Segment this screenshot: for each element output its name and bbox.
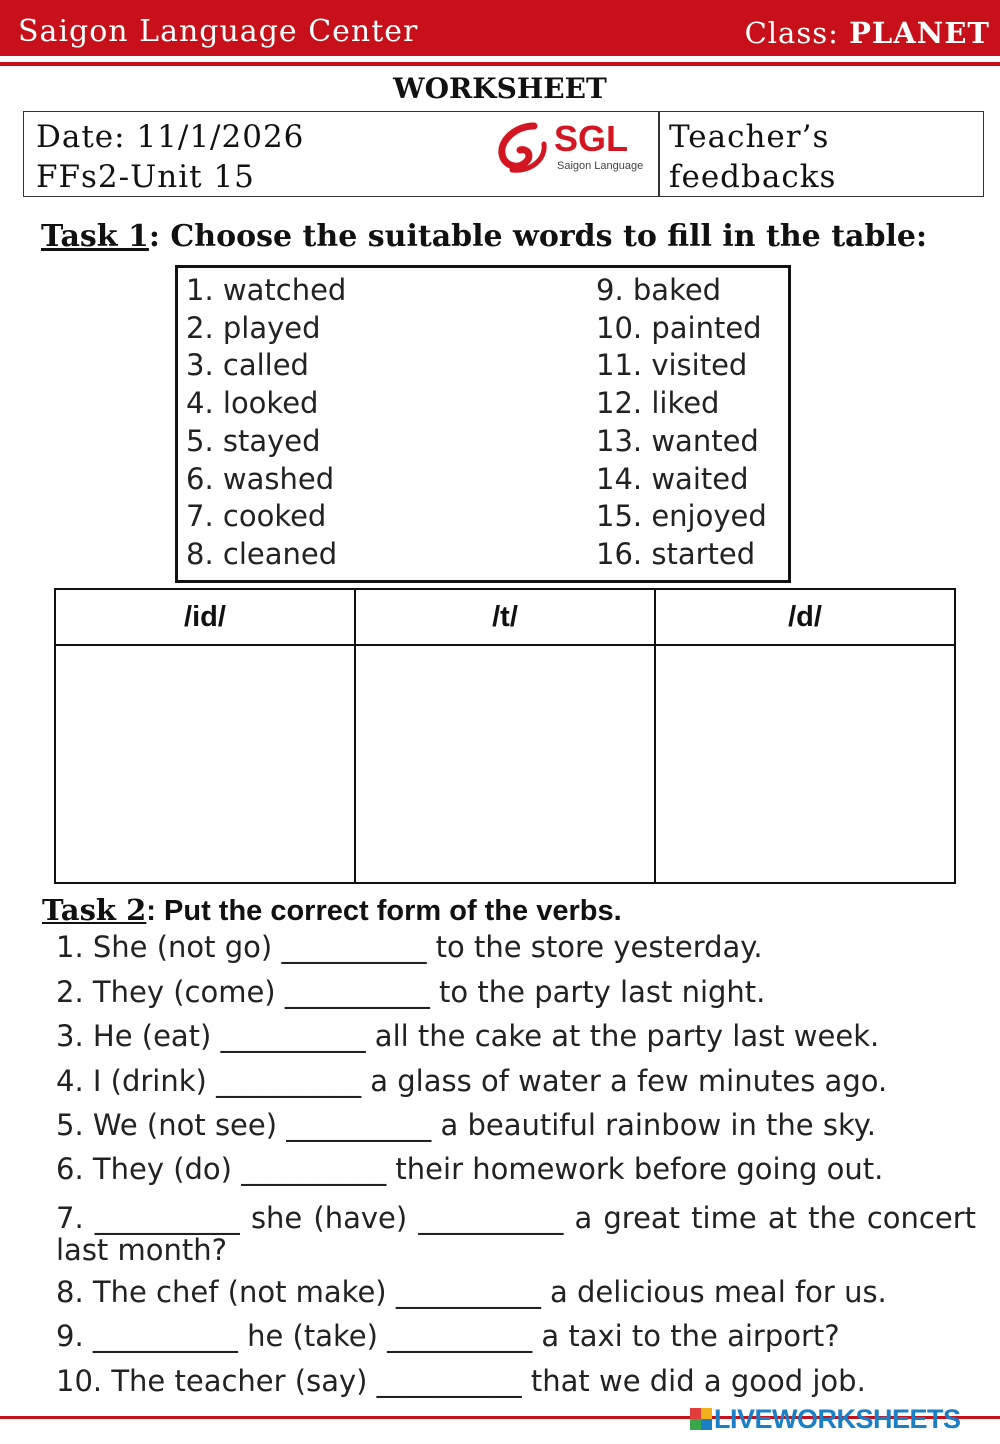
word-list-right <box>596 272 767 574</box>
word-item: 9. baked <box>596 273 722 307</box>
liveworksheets-logo-icon <box>690 1408 712 1430</box>
class-info <box>745 16 990 50</box>
liveworksheets-watermark <box>690 1404 961 1440</box>
exercise-item: 1. She (not go) __________ to the store yesterday. <box>56 930 763 964</box>
sgl-swirl-icon <box>494 120 552 176</box>
task1-label: Task 1 <box>41 219 149 254</box>
answer-cell-d[interactable] <box>655 645 955 883</box>
word-item: 10. painted <box>596 310 762 345</box>
task1-heading <box>41 219 927 254</box>
logo-subtitle: Saigon Language <box>557 160 644 172</box>
info-left <box>36 117 304 197</box>
word-item: 1. watched <box>186 273 347 307</box>
sound-table <box>54 588 956 884</box>
task1-instruction: : Choose the suitable words to fill in the table: <box>148 219 928 254</box>
exercise-item: 7. __________ she (have) __________ a great time at the concert last month? <box>56 1201 976 1267</box>
exercise-item: 3. He (eat) __________ all the cake at the party last week. <box>56 1019 880 1053</box>
exercise-item: 10. The teacher (say) __________ that we did a good job. <box>56 1364 866 1398</box>
answer-cell-id[interactable] <box>55 645 355 883</box>
center-name: Saigon Language Center <box>18 14 419 49</box>
exercise-item: 9. __________ he (take) __________ a taxi to the airport? <box>56 1319 840 1353</box>
worksheet-title: WORKSHEET <box>393 72 607 105</box>
feedback-cell <box>669 117 969 197</box>
word-item: 11. visited <box>596 348 748 383</box>
word-item: 13. wanted <box>596 423 759 458</box>
word-list-left <box>186 272 346 574</box>
word-item: 2. played <box>186 310 321 345</box>
sound-table-header-row <box>55 589 955 645</box>
word-item: 14. waited <box>596 461 749 496</box>
word-item: 8. cleaned <box>186 536 338 571</box>
header-divider <box>0 62 1000 66</box>
answer-cell-t[interactable] <box>355 645 655 883</box>
unit-text: FFs2-Unit 15 <box>36 159 255 195</box>
date-text: Date: 11/1/2026 <box>36 119 305 155</box>
watermark-text: LIVEWORKSHEETS <box>714 1404 961 1434</box>
exercise-item: 6. They (do) __________ their homework before going out. <box>56 1152 884 1186</box>
feedback-line-1: Teacher’s <box>669 119 830 155</box>
info-divider <box>658 112 660 196</box>
sgl-logo <box>494 116 654 188</box>
exercise-item: 8. The chef (not make) __________ a delicious meal for us. <box>56 1275 887 1309</box>
feedback-line-2: feedbacks <box>669 159 837 195</box>
word-item: 7. cooked <box>186 499 327 534</box>
word-box <box>175 265 791 583</box>
exercise-item: 5. We (not see) __________ a beautiful rainbow in the sky. <box>56 1108 876 1142</box>
word-item: 6. washed <box>186 461 335 496</box>
class-name: PLANET <box>849 16 990 50</box>
logo-brand: SGL <box>554 118 629 159</box>
word-item: 3. called <box>186 348 309 383</box>
word-item: 5. stayed <box>186 423 321 458</box>
header-bar <box>0 0 1000 56</box>
header-d: /d/ <box>655 589 955 645</box>
word-item: 12. liked <box>596 386 720 421</box>
exercise-item: 4. I (drink) __________ a glass of water a few minutes ago. <box>56 1064 888 1098</box>
header-id: /id/ <box>55 589 355 645</box>
task2-heading <box>42 893 622 928</box>
class-label: Class: <box>744 16 839 50</box>
exercise-item: 2. They (come) __________ to the party last night. <box>56 975 766 1009</box>
info-box <box>23 111 984 197</box>
word-item: 4. looked <box>186 386 319 421</box>
header-t: /t/ <box>355 589 655 645</box>
word-item: 16. started <box>596 536 756 571</box>
word-item: 15. enjoyed <box>596 499 767 534</box>
task2-instruction: : Put the correct form of the verbs. <box>146 895 622 927</box>
sound-table-answer-row <box>55 645 955 883</box>
task2-label: Task 2 <box>42 893 147 927</box>
